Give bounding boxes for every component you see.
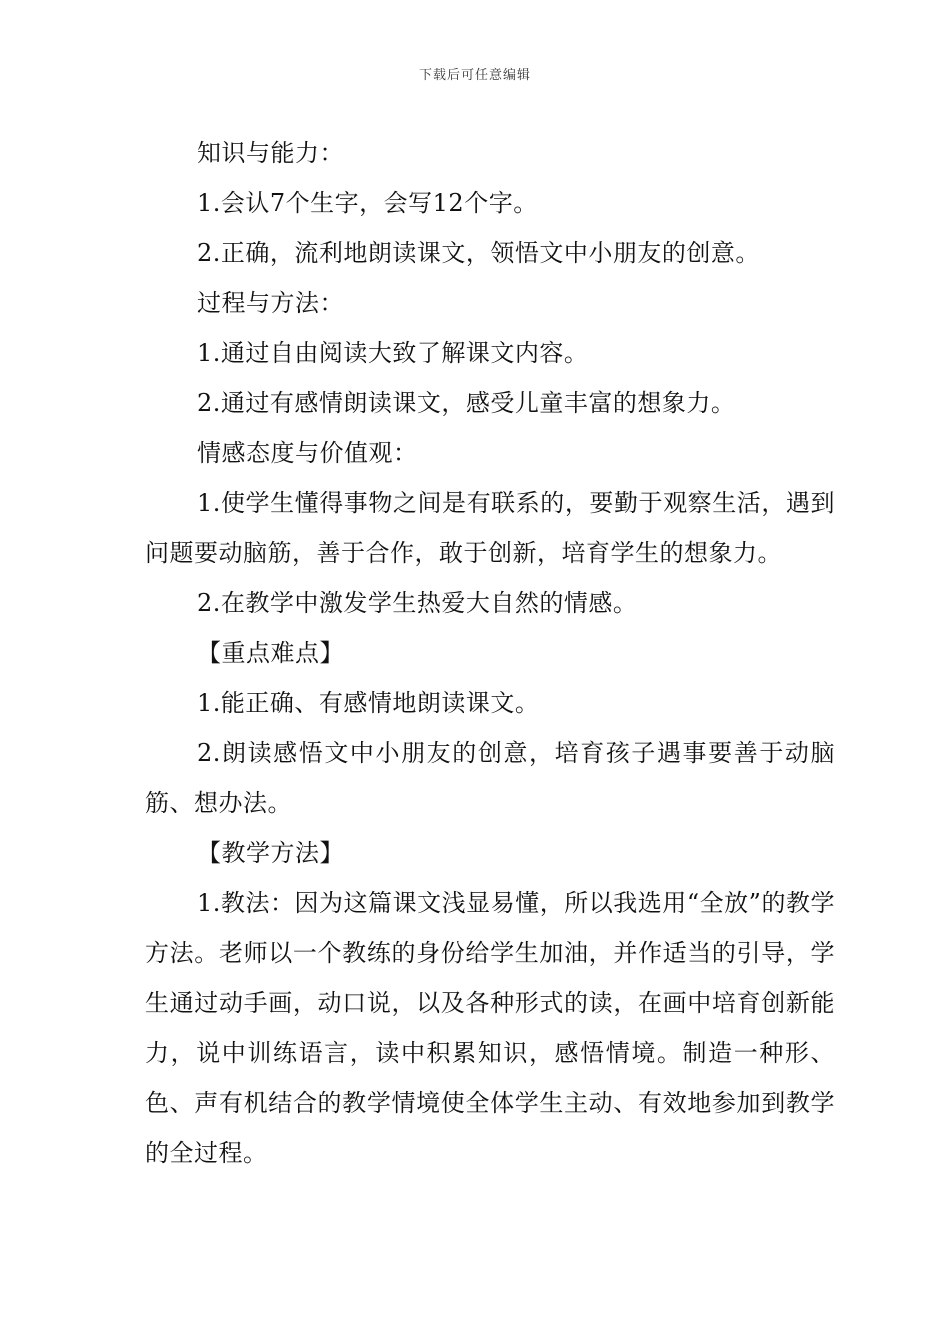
section-heading-methods: 【教学方法】	[197, 839, 344, 867]
paragraph: 1.会认7个生字，会写12个字。	[197, 189, 538, 217]
paragraph: 2.在教学中激发学生热爱大自然的情感。	[197, 589, 638, 617]
document-body	[145, 128, 835, 1178]
section-heading-values: 情感态度与价值观：	[197, 439, 418, 467]
section-heading-process: 过程与方法：	[197, 289, 344, 317]
paragraph: 2.正确，流利地朗读课文，领悟文中小朋友的创意。	[197, 239, 760, 267]
paragraph: 2.通过有感情朗读课文，感受儿童丰富的想象力。	[197, 389, 736, 417]
paragraph: 1.通过自由阅读大致了解课文内容。	[197, 339, 589, 367]
paragraph: 1.能正确、有感情地朗读课文。	[197, 689, 540, 717]
page-header: 下载后可任意编辑	[418, 68, 531, 83]
section-heading-key-points: 【重点难点】	[197, 639, 344, 667]
section-heading-knowledge: 知识与能力：	[197, 139, 344, 167]
paragraph: 1.教法：因为这篇课文浅显易懂，所以我选用“全放”的教学方法。老师以一个教练的身份给学生加油，并作适当的引导，学生通过动手画，动口说，以及各种形式的读，在画中培育创新能力，说中训练语言，读中积累知识，感悟情境。制造一种形、色、声有机结合的教学情境使全体学生主动、有效地参加到教学的全过程。	[145, 889, 835, 1167]
paragraph: 2.朗读感悟文中小朋友的创意，培育孩子遇事要善于动脑筋、想办法。	[145, 739, 835, 817]
paragraph: 1.使学生懂得事物之间是有联系的，要勤于观察生活，遇到问题要动脑筋，善于合作，敢于创新，培育学生的想象力。	[145, 489, 835, 567]
